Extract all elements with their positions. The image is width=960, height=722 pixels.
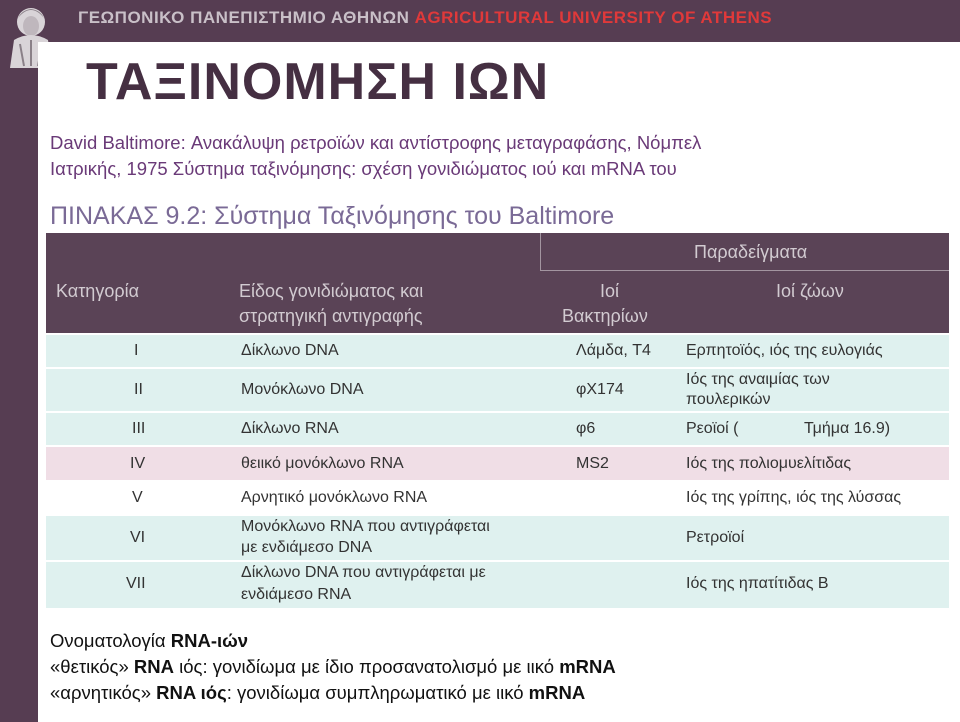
positive-rna: RNA — [133, 656, 174, 677]
negative-description: : γονιδίωμα συμπληρωματικό με ιικό — [226, 682, 529, 703]
row-vii-animal: Ιός της ηπατίτιδας B — [686, 575, 829, 592]
nomenclature-label: Ονοματολογία — [50, 630, 171, 651]
row-iv-bacteria: MS2 — [576, 455, 609, 472]
row-vi-genome-line-1: Μονόκλωνο RNA που αντιγράφεται — [241, 518, 490, 535]
row-ii-genome: Μονόκλωνο DNA — [241, 381, 364, 398]
table-row-v — [46, 482, 949, 514]
header-animal: Ιοί ζώων — [776, 281, 844, 301]
row-vi-animal: Ρετροϊοί — [686, 529, 745, 546]
header-genome-line-1: Είδος γονιδιώματος και — [239, 281, 424, 301]
row-ii-animal-line-2: πουλερικών — [686, 391, 771, 408]
row-iii-bacteria: φ6 — [576, 420, 596, 437]
row-vii-category: VII — [126, 575, 146, 592]
row-iii-animal-a: Ρεοϊοί ( — [686, 420, 739, 437]
row-vi-category: VI — [130, 529, 146, 546]
positive-description: ιός: γονιδίωμα με ίδιο προσανατολισμό με ιικό — [174, 656, 560, 677]
table-row-iii — [46, 413, 949, 445]
row-iv-genome: θειικό μονόκλωνο RNA — [241, 455, 404, 472]
nomenclature-line-1 — [50, 628, 616, 654]
row-vii-genome-line-1: Δίκλωνο DNA που αντιγράφεται με — [241, 564, 486, 581]
nomenclature-line-3 — [50, 680, 616, 706]
row-iv-animal: Ιός της πολιομυελίτιδας — [686, 455, 852, 472]
table-header — [46, 233, 949, 333]
university-name — [78, 8, 772, 28]
row-i-animal: Ερπητοϊός, ιός της ευλογιάς — [686, 342, 883, 359]
university-name-english: AGRICULTURAL UNIVERSITY OF ATHENS — [414, 8, 773, 27]
header-divider-horizontal — [540, 270, 949, 271]
header-category: Κατηγορία — [56, 281, 139, 301]
nomenclature-term: RNA-ιών — [170, 630, 249, 651]
row-iii-genome: Δίκλωνο RNA — [241, 420, 339, 437]
negative-mrna: mRNA — [528, 682, 586, 703]
header-divider-vertical — [540, 233, 541, 270]
intro-text — [50, 130, 890, 182]
row-iii-category: III — [132, 420, 146, 437]
positive-label: «θετικός» — [50, 656, 134, 677]
row-i-genome: Δίκλωνο DNA — [241, 342, 339, 359]
row-vii-genome-line-2: ενδιάμεσο RNA — [241, 586, 352, 603]
nomenclature-line-2 — [50, 654, 616, 680]
row-vi-genome-line-2: με ενδιάμεσο DNA — [241, 539, 372, 556]
table-row-i — [46, 335, 949, 367]
row-iii-animal-b: Τμήμα 16.9) — [804, 420, 891, 437]
row-ii-bacteria: φX174 — [576, 381, 624, 398]
table-row-ii — [46, 369, 949, 411]
negative-label: «αρνητικός» — [50, 682, 157, 703]
slide-title: ΤΑΞΙΝΟΜΗΣΗ ΙΩΝ — [86, 53, 550, 111]
row-v-category: V — [132, 489, 143, 506]
row-iv-category: IV — [130, 455, 146, 472]
header-bacteria-line-1: Ιοί — [600, 281, 620, 301]
header-genome-line-2: στρατηγική αντιγραφής — [239, 306, 423, 326]
row-v-animal: Ιός της γρίπης, ιός της λύσσας — [686, 489, 902, 506]
negative-rna: RNA ιός — [156, 682, 227, 703]
row-i-category: I — [134, 342, 139, 359]
positive-mrna: mRNA — [559, 656, 616, 677]
header-examples: Παραδείγματα — [694, 242, 808, 262]
row-ii-animal-line-1: Ιός της αναιμίας των — [686, 371, 830, 388]
header-bacteria-line-2: Βακτηρίων — [562, 306, 648, 326]
intro-line-2: Ιατρικής, 1975 Σύστημα ταξινόμησης: σχέση γονιδιώματος ιού και mRNA του — [50, 158, 677, 179]
table-row-vi — [46, 516, 949, 560]
table-row-iv — [46, 447, 949, 480]
row-v-genome: Αρνητικό μονόκλωνο RNA — [241, 489, 428, 506]
table-row-vii — [46, 562, 949, 608]
intro-line-1: David Baltimore: Ανακάλυψη ρετροϊών και αντίστροφης μεταγραφάσης, Νόμπελ — [50, 132, 702, 153]
row-ii-category: II — [134, 381, 143, 398]
table-title: ΠΙΝΑΚΑΣ 9.2: Σύστημα Ταξινόμησης του Baltimore — [50, 202, 615, 230]
row-i-bacteria: Λάμδα, T4 — [576, 342, 651, 359]
nomenclature-notes — [50, 628, 616, 706]
university-name-greek: ΓΕΩΠΟΝΙΚΟ ΠΑΝΕΠΙΣΤΗΜΙΟ ΑΘΗΝΩΝ — [78, 8, 410, 27]
